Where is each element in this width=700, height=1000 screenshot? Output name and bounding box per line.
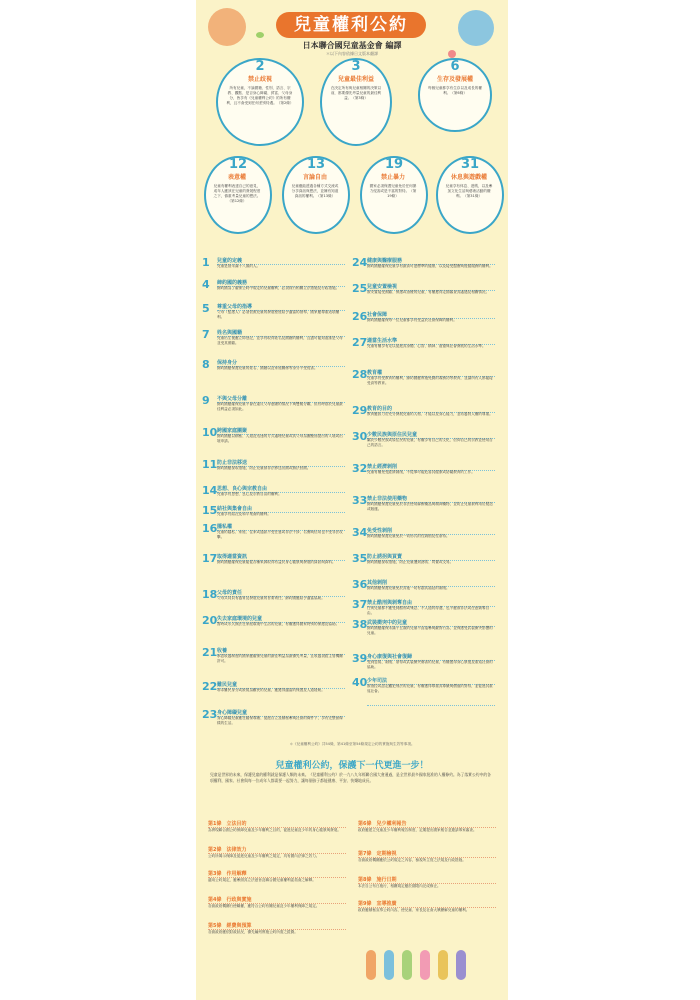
publisher-subtitle: 日本聯合國兒童基金會 編譯 [302,41,402,50]
article-text: 屬於少數民族或原住民的兒童，有權享有自己的文化、信仰自己的宗教並使用自己的語言。 [367,438,493,447]
act-title: 第3條 作用解釋 [208,870,346,878]
article-number: 11 [202,458,218,471]
article-title: 身心障礙兒童 [217,709,345,717]
article-number: 27 [352,336,368,349]
article-title: 其他剝削 [367,579,495,587]
article-text: 締約國應保護兒童免於非法使用麻醉藥品與精神藥物，並防止兒童被利用於製造或販運。 [367,502,493,511]
act-title: 第9條 宣導推廣 [358,900,496,908]
highlight-title: 兒童最佳利益 [337,76,374,83]
article-number: 22 [202,680,218,693]
highlight-number: 2 [255,59,265,74]
article-text: 兒童享有受教育的權利，締約國應實施免費的義務初等教育，並讓所有人都能接受高等教育。 [367,376,493,385]
article-title: 取得適當資訊 [217,553,345,561]
article-title: 父母的責任 [217,589,345,597]
page-title: 兒童權利公約 [276,12,426,38]
article-text: 承認收養制度的國家應確保兒童的最佳利益為最優先考量，且收養須經主管機關許可。 [217,654,343,663]
act-text: 政府應建立兒童及少年權利報告制度，定期提出國家報告並邀請專家審查。 [358,828,477,832]
article-text: 身心障礙兒童應在確保尊嚴、促進自立及積極參與社會的條件下，享有完整而像樣的生活。 [217,716,343,725]
highlight-article-31 [436,156,504,234]
article-text: 父母共同負有養育及發展兒童的首要責任，締約國應給予適當協助。 [217,596,325,600]
article-number: 17 [202,552,218,565]
article-text: 兒童有權享有足以促進其身體、心智、精神、道德與社會發展的生活水準。 [367,344,486,348]
article-number: 36 [352,578,368,591]
poster [196,0,508,1000]
article-number: 21 [202,646,218,659]
article-number: 28 [352,368,368,381]
article-title: 隱私權 [217,523,345,531]
article-text: 暫時或永久無法在家庭環境中生活的兒童，有權獲得國家特別的保護及協助。 [217,622,340,626]
article-title: 身心康復與社會復歸 [367,653,495,661]
children-illustration [420,950,430,980]
article-text: 締約國應保護兒童的姓名、國籍以及家庭關係等身分不受侵害。 [217,366,318,370]
article-number: 29 [352,404,368,417]
article-number: 38 [352,618,368,631]
article-text: 受到忽視、剝削、虐待或武裝衝突傷害的兒童，有權獲得身心康復及重返社會的協助。 [367,660,493,669]
act-text: 各級政府機關行使職權，應符合公約有關兒童及少年權利保障之規定。 [208,904,320,908]
act-text: 適用公約規定，應參照其立法意旨及聯合國兒童權利委員會之解釋。 [208,878,316,882]
article-title: 防止非法移送 [217,459,345,467]
highlight-number: 19 [384,157,404,172]
article-text: 締約國應採取措施，防止兒童被非法移送出國或無法回國。 [217,466,311,470]
article-number: 25 [352,282,368,295]
article-number: 23 [202,708,218,721]
highlight-title: 言論自由 [302,174,327,181]
highlight-article-13 [282,156,350,234]
article-title: 尊重父母的指導 [217,303,345,311]
highlight-article-19 [360,156,428,234]
highlight-number: 13 [306,157,326,172]
children-illustration [438,950,448,980]
article-text: 任何兒童都不應受到酷刑或殘忍、不人道的待遇，也不應被非法或任意剝奪自由。 [367,606,490,615]
article-title: 免受性剝削 [367,527,495,535]
highlight-title: 禁止歧視 [247,76,272,83]
article-text: 尋求難民身分或被視為難民的兒童，應獲得適當的保護及人道援助。 [217,688,325,692]
article-title: 收養 [217,647,345,655]
article-text: 兒童享有結社及和平集會的權利。 [217,512,271,516]
boy-illustration [458,10,494,46]
article-number: 4 [202,278,210,291]
article-text: 兒童是指未滿十八歲的人。 [217,264,261,268]
article-title: 締約國的義務 [217,279,345,287]
article-number: 1 [202,256,210,269]
article-title: 跨國家庭團聚 [217,427,345,435]
article-text: 締約國應採取措施，防止兒童遭到誘拐、買賣或交易。 [367,560,454,564]
article-text: 締約國應確保兒童能從各種來源取得有益於身心健康與發展的資訊與資料。 [217,560,336,564]
act-title: 第8條 施行日期 [358,876,496,884]
article-title [367,705,495,706]
highlight-text: 每個兒童都享有生存以及成長的權利。（第6條） [428,86,482,95]
article-text: 締約國應以積極、人道及迅速的方式處理兒童或其父母為團聚而提出的入境或出境申請。 [217,434,343,443]
highlight-text: 國家必須保護兒童免於任何暴力侵害或是不當的對待。（第19條） [369,184,417,198]
article-number: 40 [352,676,368,689]
article-title: 保持身分 [217,359,345,367]
article-number: 7 [202,328,210,341]
article-text: 兒童出生後應立即登記，並享有取得姓名及國籍的權利，且盡可能知道誰是父母並受其照顧。 [217,336,343,345]
act-title: 第6條 兒少權利報告 [358,820,496,828]
article-text: 締約國應保護兒童免於一切形式的性剝削及性虐待。 [367,534,450,538]
children-illustration [456,950,466,980]
article-title: 姓名與國籍 [217,329,345,337]
children-illustration [384,950,394,980]
article-number: 5 [202,302,210,315]
highlight-number: 31 [460,157,480,172]
article-title: 不與父母分離 [217,395,345,403]
article-text: 兒童有權免受經濟剝削，不從事可能危害其健康或妨礙教育的工作。 [367,470,475,474]
article-number: 14 [202,484,218,497]
act-title: 第4條 行政與實施 [208,896,346,904]
act-text: 政府應積極宣導公約內容，使兒童、家長及社會大眾瞭解兒童的權利。 [358,908,470,912]
article-number: 26 [352,310,368,323]
highlight-text: 兒童應能透過各種方式交流或分享資訊與想法，並擁有知道資訊的權利。（第13條） [291,184,339,198]
highlight-number: 12 [228,157,248,172]
highlight-article-12 [204,156,272,234]
article-number: 33 [352,494,368,507]
article-number: 35 [352,552,368,565]
article-number: 20 [202,614,218,627]
act-title: 第2條 法律效力 [208,846,346,854]
article-text: 兒童享有思想、良心及宗教自由的權利。 [217,492,282,496]
article-title: 兒童安置檢視 [367,283,495,291]
children-illustration [366,950,376,980]
article-text: 被指控或認定觸犯刑法的兒童，有權獲得尊重其尊嚴與價值的對待，並促進其重返社會。 [367,684,493,693]
article-number: 34 [352,526,368,539]
section-title: 兒童權利公約，保護下一代更進一步！ [275,761,429,771]
article-title: 少數民族與原住民兒童 [367,431,495,439]
footnote: ＊《兒童權利公約》共54條，第41條至第54條規定公約的實施與生效等事項。 [289,742,415,746]
article-title: 健康與醫療服務 [367,257,495,265]
act-text: 各級政府應依財政狀況，優先編列實施公約所需之經費。 [208,930,298,934]
article-title: 思想、良心與宗教自由 [217,485,345,493]
act-title: 第1條 立法目的 [208,820,346,828]
article-number: 32 [352,462,368,475]
intro-paragraph: 兒童是世界的未來，保護兒童的權利就是保護人類的未來。《兒童權利公約》於一九八九年經聯合國大會通過，是全世界最多國家批准的人權條約。為了落實公約中的各項權利，國家、社會與每一位成年人都需要一起努力，讓每個孩子都能健康、平安、快樂地成長。 [210,772,491,783]
article-number: 15 [202,504,218,517]
article-number: 8 [202,358,210,371]
flower-icon [448,50,456,58]
highlight-title: 生存及發展權 [436,76,473,83]
article-title: 禁止非法使用藥物 [367,495,495,503]
article-title: 禁止經濟剝削 [367,463,495,471]
article-text: 父母（監護人）必須依照兒童的發展程度給予適當的指導，國家應尊重這項權利。 [217,310,340,319]
article-number: 39 [352,652,368,665]
article-text: 締約國應確保兒童不會在違反父母意願的情況下與雙親分離，但有時基於兒童最佳利益必須如此。 [217,402,343,411]
highlight-article-2 [216,58,304,146]
article-text: 締約國應保護兒童免於其他一切有損其福祉的剝削。 [367,586,450,590]
article-text: 被安置接受照顧、保護或治療的兒童，有權獲得定期審查其處遇及相關情況。 [367,290,490,294]
article-text: 締約國應確保未滿十五歲的兒童不直接參與敵對行為，並保護受武裝衝突影響的兒童。 [367,626,493,635]
highlight-number: 6 [450,59,460,74]
act-text: 本法自公布日施行，相關規定應於期限內完成修正。 [358,884,441,888]
article-title: 結社與集會自由 [217,505,345,513]
article-number: 24 [352,256,368,269]
highlight-title: 表意權 [227,174,246,181]
article-text: 締約國為了確保公約中規定的兒童權利，必須採行相關立法措施及行政措施。 [217,286,340,290]
highlight-text: 所有兒童，不論國籍、性別、語言、宗教、觀點、是否身心障礙、貧富、父母身分，皆享有《兒童權利公約》的所有權利，且不會受到任何差別待遇。（第2條） [226,86,294,105]
translation-note: ＊以下內容依據日文版本翻譯 [326,51,378,56]
article-title: 失去家庭環境的兒童 [217,615,345,623]
girl-illustration [208,8,246,46]
highlight-article-3 [320,58,392,146]
article-title: 少年司法 [367,677,495,685]
article-title: 適當生活水準 [367,337,495,345]
article-number: 10 [202,426,218,439]
article-title: 禁止酷刑與剝奪自由 [367,599,495,607]
highlight-article-6 [418,58,492,132]
act-text: 公約所揭示保障及促進兒童及少年權利之規定，具有國內法律之效力。 [208,854,320,858]
article-title: 教育權 [367,369,495,377]
article-text: 兒童的隱私、家庭、住家或通訊不受任意或非法干涉，名譽與信用也不受非法攻擊。 [217,530,343,539]
article-title: 防止誘拐與買賣 [367,553,495,561]
highlight-text: 兒童享有休息、遊戲，以及參加文化生活與藝術活動的權利。（第31條） [445,184,493,198]
article-title: 武裝衝突中的兒童 [367,619,495,627]
children-illustration [402,950,412,980]
act-title: 第7條 定期檢視 [358,850,496,858]
act-text: 為實現聯合國公約保障兒童及少年權利之目的，促進兒童及少年的身心健康與發展。 [208,828,341,832]
article-title: 社會保障 [367,311,495,319]
article-text: 教育應致力於充分發展兒童的人格、才能以及身心能力，並培養對人權的尊重。 [367,412,493,416]
highlight-text: 在決定所有與兒童相關的決策以前，都要優先考量兒童的最佳利益。（第3條） [330,86,382,100]
act-title: 第5條 經費與預算 [208,922,346,930]
article-text: 締約國應確保兒童享有最高可達標準的健康，以及接受醫療與復健服務的權利。 [367,264,493,268]
article-title: 教育的目的 [367,405,495,413]
highlight-title: 禁止暴力 [380,174,405,181]
article-title: 難民兒童 [217,681,345,689]
article-number: 9 [202,394,210,407]
article-number: 18 [202,588,218,601]
highlight-text: 兒童有權利表達自己的意見，成年人應該在兒童的發展程度之下，慎重考量兒童的想法。（第12條） [213,184,261,203]
article-title: 兒童的定義 [217,257,345,265]
article-number: 30 [352,430,368,443]
butterfly-icon [256,32,264,38]
highlight-number: 3 [351,59,361,74]
article-number: 16 [202,522,218,535]
highlight-title: 休息與遊戲權 [450,174,487,181]
article-text: 締約國應確保每一位兒童都享有受益於社會保障的權利。 [367,318,457,322]
article-number: 37 [352,598,368,611]
act-text: 各級政府機關應依公約規定之內容，檢視所主管之法規及行政措施。 [358,858,466,862]
